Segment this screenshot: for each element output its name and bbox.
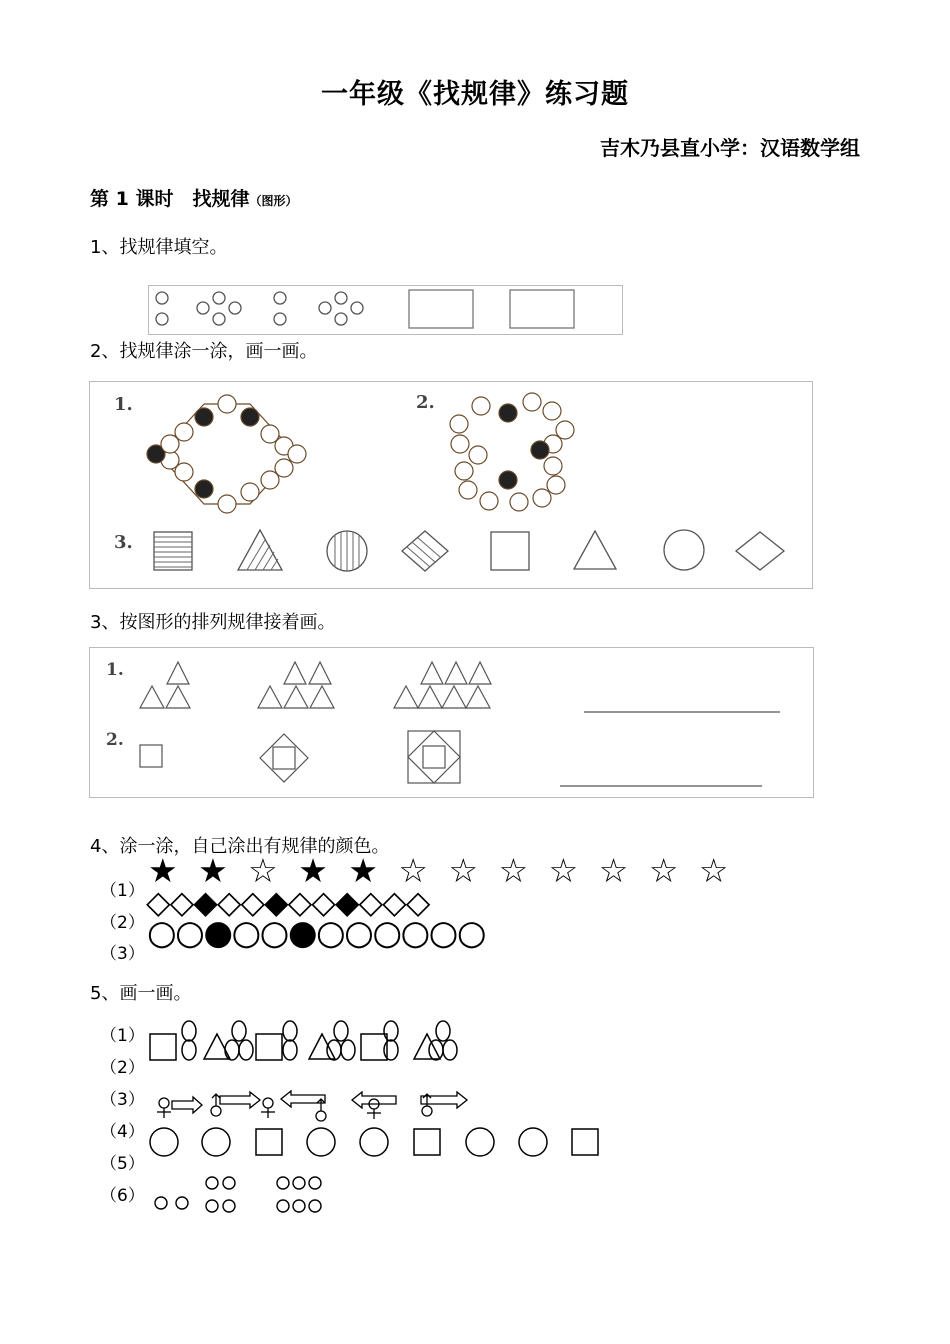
q4-label-2: （2）: [100, 913, 145, 933]
q3-label-2: 2.: [106, 730, 124, 750]
question-4: 4、涂一涂，自己涂出有规律的颜色。: [90, 836, 390, 857]
q2-label-2: 2.: [416, 392, 435, 413]
q5-label-3: （3）: [100, 1090, 145, 1110]
q2-label-1: 1.: [114, 394, 133, 415]
q4-circle-row[interactable]: ○○●○○●○○○○○○: [147, 913, 486, 953]
q4-diamond-row[interactable]: ◇◇◆◇◇◆◇◇◆◇◇◇: [146, 883, 430, 921]
question-3: 3、按图形的排列规律接着画。: [90, 612, 336, 633]
q4-star-row[interactable]: ★★☆★★☆☆☆☆☆☆☆: [148, 851, 750, 890]
q5-label-5: （5）: [100, 1154, 145, 1174]
q5-label-6: （6）: [100, 1186, 145, 1206]
q5-label-2: （2）: [100, 1058, 145, 1078]
q5-label-4: （4）: [100, 1122, 145, 1142]
q5-row-3-symbols: [157, 1091, 467, 1121]
lesson-heading-text: 第 1 课时 找规律: [90, 188, 250, 210]
q3-label-1: 1.: [106, 660, 124, 680]
lesson-note: （图形）: [249, 194, 298, 208]
q5-row-4-5-pattern: [150, 1128, 598, 1156]
q4-label-1: （1）: [100, 881, 145, 901]
q5-row-6-growing-circles: [155, 1177, 321, 1212]
q4-label-3: （3）: [100, 944, 145, 964]
author-line: 吉木乃县直小学：汉语数学组: [600, 136, 860, 160]
q5-label-1: （1）: [100, 1026, 145, 1046]
q2-label-3: 3.: [114, 532, 133, 553]
q5-row-1-2-pattern: [150, 1021, 457, 1060]
question-2: 2、找规律涂一涂，画一画。: [90, 341, 318, 362]
page-title: 一年级《找规律》练习题: [321, 79, 629, 110]
question-1: 1、找规律填空。: [90, 237, 228, 258]
question-5: 5、画一画。: [90, 983, 192, 1004]
